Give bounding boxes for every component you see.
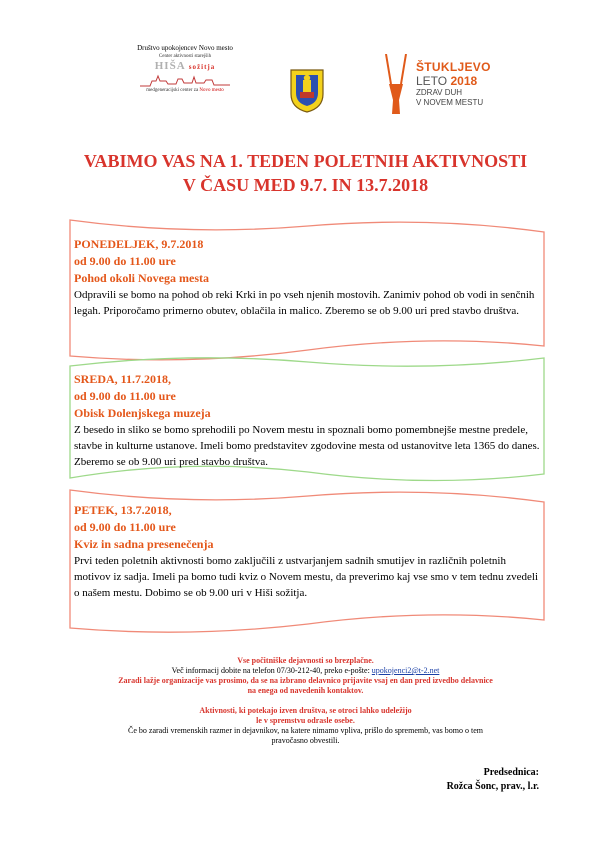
hisa-wordmark: HIŠA sožitja [154, 60, 216, 72]
event-time: od 9.00 do 11.00 ure [74, 254, 176, 268]
signup-notice-line1: Zaradi lažje organizacije vas prosimo, da se na izbrano delavnico prijavite vsaj en dan pred izvedbo delavnice [118, 676, 493, 685]
children-notice-line1: Aktivnosti, ki potekajo izven društva, se otroci lahko udeležijo [199, 706, 412, 715]
event-activity: Pohod okoli Novega mesta [74, 271, 209, 285]
free-notice: Vse počitniške dejavnosti so brezplačne. [237, 656, 374, 665]
event-description: Odpravili se bomo na pohod ob reki Krki in po vseh njenih mostovih. Zanimiv pohod ob vodi in senčnih legah. Priporočamo primerno obutev, oblačila in malico. Zberemo se ob 9.00 uri pred stavbo društva. [74, 289, 535, 317]
event-time: od 9.00 do 11.00 ure [74, 389, 176, 403]
society-tagline: medgeneracijski center za Novo mesto [146, 88, 224, 93]
signup-notice-line2: na enega od navedenih kontaktov. [247, 686, 364, 695]
society-logo [127, 44, 243, 110]
email-link[interactable]: upokojenci2@t-2.net [371, 666, 440, 675]
page-title-line2: V ČASU MED 9.7. IN 13.7.2018 [182, 175, 429, 195]
event-activity: Obisk Dolenjskega muzeja [74, 406, 211, 420]
event-activity: Kviz in sadna presenečenja [74, 537, 214, 551]
stukljevo-year: LETO 2018 [416, 74, 478, 88]
stukljevo-tag1: ZDRAV DUH [416, 88, 463, 97]
society-subtitle: Center aktivnosti starejših [158, 54, 212, 59]
signature-role: Predsednica: [483, 767, 539, 778]
event-card-monday [68, 218, 546, 364]
contact-info: Več informacij dobite na telefon 07/30-212-40, preko e-pošte: upokojenci2@t-2.net [171, 666, 440, 675]
event-day: PONEDELJEK, 9.7.2018 [74, 237, 204, 251]
children-notice-line2: le v spremstvu odrasle osebe. [256, 716, 355, 725]
signature-block [447, 766, 539, 794]
event-description: Z besedo in sliko se bomo sprehodili po Novem mestu in spoznali bomo pomembnejše mestne predele, stavbe in kulturne ustanove. Imeli bomo predstavitev zgodovine mesta od ustanovitve leta 1365 do danes. Zberemo se ob 9.00 uri pred stavbo društva. [74, 424, 540, 468]
weather-notice-line2: pravočasno obvestili. [271, 736, 340, 745]
event-day: SREDA, 11.7.2018, [74, 372, 172, 386]
stukljevo-logo [378, 52, 518, 122]
event-time: od 9.00 do 11.00 ure [74, 520, 176, 534]
stukljevo-brand: ŠTUKLJEVO [416, 60, 491, 74]
gymnast-rings-icon [378, 54, 414, 116]
event-card-wednesday [68, 354, 546, 490]
town-skyline-icon [140, 73, 230, 87]
page-title-line1: VABIMO VAS NA 1. TEDEN POLETNIH AKTIVNOSTI [83, 151, 528, 171]
event-day: PETEK, 13.7.2018, [74, 503, 172, 517]
event-description: Prvi teden poletnih aktivnosti bomo zaključili z ustvarjanjem sadnih smutijev in različnih poletnih motivov iz sadja. Imeli pa bomo tudi kviz o Novem mestu, da preverimo kaj vse smo v tem tednu zvedeli o našem mestu. Dobimo se ob 9.00 uri v Hiši sožitja. [74, 555, 539, 599]
stukljevo-tag2: V NOVEM MESTU [416, 98, 484, 107]
novo-mesto-coat-of-arms-icon [287, 66, 327, 114]
society-name: Društvo upokojencev Novo mesto [137, 44, 233, 52]
footer-notices [40, 656, 571, 746]
signature-name: Rožca Šonc, prav., l.r. [446, 781, 539, 792]
weather-notice-line1: Če bo zaradi vremenskih razmer in dejavnikov, na katere nimamo vpliva, prišlo do sprememb, vas bomo o tem [128, 726, 483, 735]
event-card-friday [68, 488, 546, 636]
